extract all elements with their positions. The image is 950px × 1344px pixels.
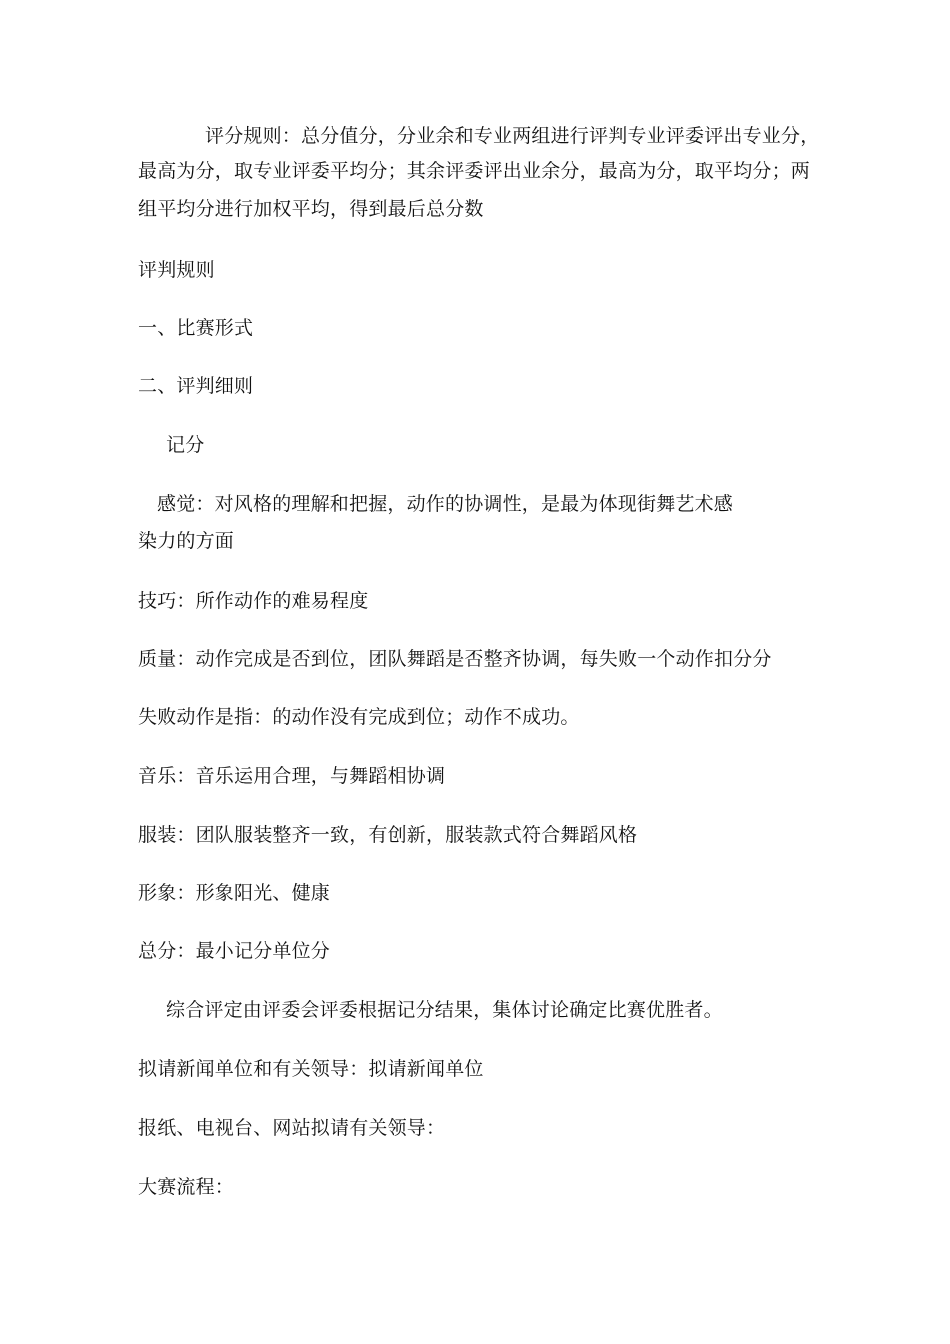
section-two-heading: 二、评判细则 bbox=[138, 375, 254, 397]
scoring-rules-line-3: 组平均分进行加权平均，得到最后总分数 bbox=[138, 198, 484, 220]
failed-moves-definition: 失败动作是指：的动作没有完成到位；动作不成功。 bbox=[138, 706, 580, 728]
image-criterion: 形象：形象阳光、健康 bbox=[138, 882, 331, 904]
skill-criterion: 技巧：所作动作的难易程度 bbox=[138, 590, 369, 612]
total-score-rule: 总分：最小记分单位分 bbox=[138, 940, 331, 962]
feeling-criterion-line-1: 感觉：对风格的理解和把握，动作的协调性，是最为体现街舞艺术感 bbox=[157, 493, 734, 515]
process-heading: 大赛流程： bbox=[138, 1176, 235, 1198]
media-list-line: 报纸、电视台、网站拟请有关领导： bbox=[138, 1117, 446, 1139]
section-one-heading: 一、比赛形式 bbox=[138, 317, 254, 339]
feeling-criterion-line-2: 染力的方面 bbox=[138, 530, 235, 552]
judging-rules-heading: 评判规则 bbox=[138, 259, 215, 281]
invite-media-line: 拟请新闻单位和有关领导：拟请新闻单位 bbox=[138, 1058, 484, 1080]
scoring-rules-line-2: 最高为分，取专业评委平均分；其余评委评出业余分，最高为分，取平均分；两 bbox=[138, 160, 811, 182]
overall-evaluation: 综合评定由评委会评委根据记分结果，集体讨论确定比赛优胜者。 bbox=[166, 999, 723, 1021]
quality-criterion: 质量：动作完成是否到位，团队舞蹈是否整齐协调，每失败一个动作扣分分 bbox=[138, 648, 772, 670]
scoring-label: 记分 bbox=[166, 434, 205, 456]
scoring-rules-line-1: 评分规则：总分值分，分业余和专业两组进行评判专业评委评出专业分， bbox=[205, 125, 820, 147]
costume-criterion: 服装：团队服装整齐一致，有创新，服装款式符合舞蹈风格 bbox=[138, 824, 638, 846]
music-criterion: 音乐：音乐运用合理，与舞蹈相协调 bbox=[138, 765, 446, 787]
